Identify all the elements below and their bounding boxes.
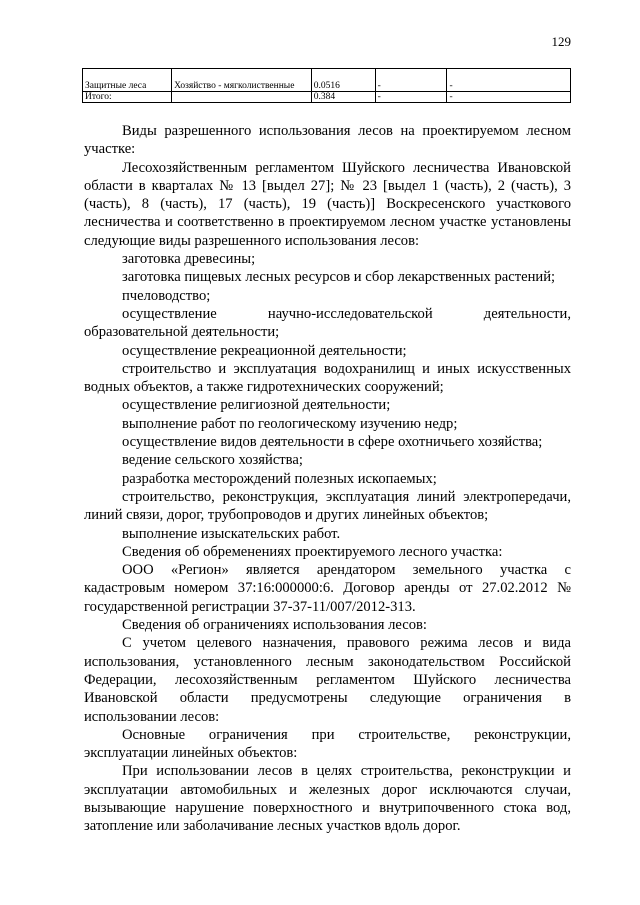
paragraph: При использовании лесов в целях строительства, реконструкции и эксплуатации автомобильных и железных дорог исключаются случаи, вызывающие нарушение поверхностного и внутрипочвенного стока вод, затопление или заболачивание лесных участков вдоль дорог. (84, 763, 571, 835)
table-cell: - (375, 92, 447, 103)
table-cell: Хозяйство - мягколиственные (172, 69, 312, 92)
table-cell: Итого: (83, 92, 172, 103)
table-cell: - (447, 69, 571, 92)
table-row (83, 92, 571, 103)
list-item: выполнение работ по геологическому изучению недр; (122, 415, 458, 432)
paragraph: Сведения об обременениях проектируемого лесного участка: (122, 543, 503, 560)
table-cell: 0.384 (311, 92, 375, 103)
list-item: осуществление рекреационной деятельности; (122, 342, 407, 359)
paragraph: Лесохозяйственным регламентом Шуйского лесничества Ивановской области в кварталах № 13 [выдел 27]; № 23 [выдел 1 (часть), 2 (часть), 3 (часть), 8 (часть), 17 (часть), 19 (часть)] Воскресенского участкового лесничества и соответственно в проектируемом лесном участке установлены следующие виды разрешенного использования лесов: (84, 159, 571, 249)
list-item: осуществление видов деятельности в сфере охотничьего хозяйства; (122, 434, 543, 451)
table-cell: Защитные леса (83, 69, 172, 92)
table-cell (172, 92, 312, 103)
list-item: ведение сельского хозяйства; (122, 452, 303, 469)
list-item: заготовка пищевых лесных ресурсов и сбор лекарственных растений; (122, 269, 556, 286)
list-item: осуществление научно-исследовательской деятельности, образовательной деятельности; (84, 305, 571, 341)
paragraph: Виды разрешенного использования лесов на проектируемом лесном участке: (84, 123, 571, 158)
list-item: заготовка древесины; (122, 251, 256, 268)
paragraph: С учетом целевого назначения, правового режима лесов и вида использования, установленного лесным законодательством Российской Федерации, лесохозяйственным регламентом Шуйского лесничества Ивановской области предусмотрены следующие ограничения в использовании лесов: (84, 635, 571, 725)
document-body (84, 122, 571, 836)
table-row (83, 69, 571, 92)
paragraph: ООО «Регион» является арендатором земельного участка с кадастровым номером 37:16:000000:6. Договор аренды от 27.02.2012 № государственной регистрации 37-37-11/007/2012-313. (84, 562, 571, 615)
table-cell: 0.0516 (311, 69, 375, 92)
list-item: пчеловодство; (122, 287, 211, 304)
paragraph: Основные ограничения при строительстве, реконструкции, эксплуатации линейных объектов: (84, 726, 571, 762)
list-item: строительство и эксплуатация водохранилищ и иных искусственных водных объектов, а также гидротехнических сооружений; (84, 360, 571, 396)
page-number: 129 (551, 34, 571, 49)
list-item: выполнение изыскательских работ. (122, 525, 341, 542)
paragraph: Сведения об ограничениях использования лесов: (122, 617, 427, 634)
table-cell: - (375, 69, 447, 92)
list-item: строительство, реконструкция, эксплуатация линий электропередачи, линий связи, дорог, трубопроводов и других линейных объектов; (84, 488, 571, 524)
table-cell: - (447, 92, 571, 103)
forest-area-table (82, 68, 571, 103)
list-item: осуществление религиозной деятельности; (122, 397, 391, 414)
list-item: разработка месторождений полезных ископаемых; (122, 470, 437, 487)
